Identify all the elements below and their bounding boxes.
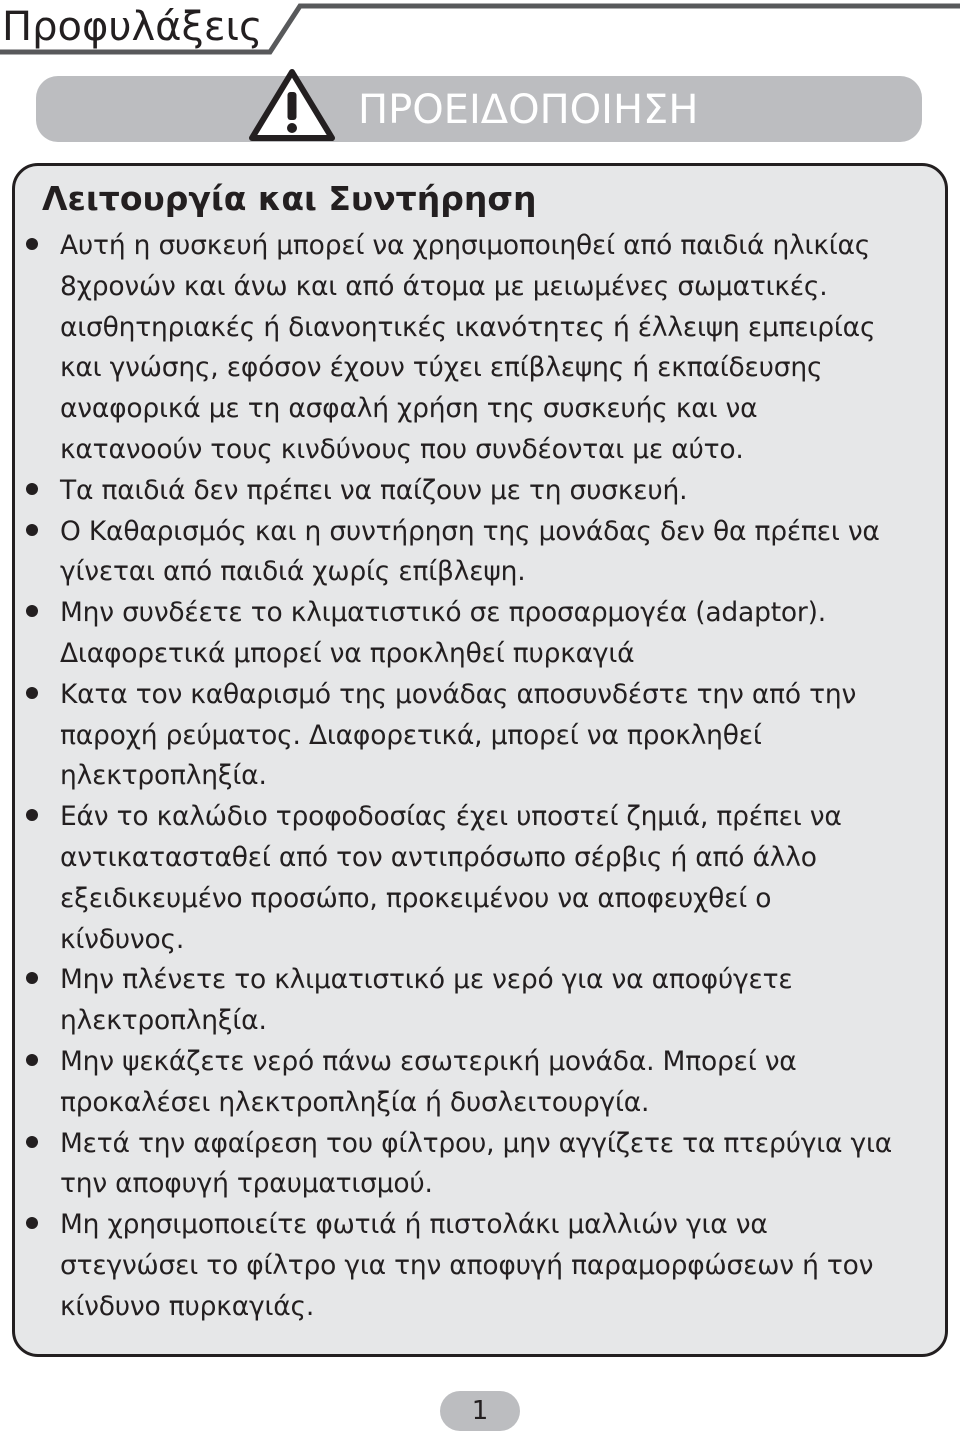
page-number: 1 [440, 1391, 520, 1431]
bullet-icon [26, 1136, 38, 1148]
list-item [60, 593, 940, 675]
list-item [60, 512, 940, 594]
list-item-text: Μη χρησιμοποιείτε φωτιά ή πιστολάκι μαλλιών για να στεγνώσει το φίλτρο για την αποφυγή παραμορφώσεων ή τον κίνδυνο πυρκαγιάς. [60, 1209, 874, 1322]
bullet-icon [26, 1054, 38, 1066]
bullet-icon [26, 687, 38, 699]
list-item-text: Μην συνδέετε το κλιματιστικό σε προσαρμογέα (adaptor). Διαφορετικά μπορεί να προκληθεί πυρκαγιά [60, 597, 826, 669]
list-item [60, 1124, 940, 1206]
list-item [60, 675, 940, 797]
warning-triangle-icon [248, 68, 336, 142]
precautions-list [60, 226, 940, 1328]
bullet-icon [26, 483, 38, 495]
list-item-text: Ο Καθαρισμός και η συντήρηση της μονάδας δεν θα πρέπει να γίνεται από παιδιά χωρίς επίβλεψη. [60, 515, 880, 588]
list-item [60, 1205, 940, 1327]
list-item-text: Μετά την αφαίρεση του φίλτρου, μην αγγίζετε τα πτερύγια για την αποφυγή τραυματισμού. [60, 1127, 892, 1200]
list-item-text: Μην πλένετε το κλιματιστικό με νερό για να αποφύγετε ηλεκτροπληξία. [60, 964, 793, 1037]
list-item-text: Τα παιδιά δεν πρέπει να παίζουν με τη συσκευή. [60, 474, 688, 506]
bullet-icon [26, 238, 38, 250]
page-title: Προφυλάξεις [2, 4, 263, 50]
list-item [60, 471, 940, 512]
section-heading: Λειτουργία και Συντήρηση [42, 179, 537, 218]
list-item [60, 226, 940, 471]
list-item [60, 797, 940, 960]
list-item [60, 960, 940, 1042]
warning-label: ΠΡΟΕΙΔΟΠΟΙΗΣΗ [358, 87, 699, 133]
bullet-icon [26, 524, 38, 536]
list-item [60, 1042, 940, 1124]
list-item-text: Αυτή η συσκευή μπορεί να χρησιμοποιηθεί από παιδιά ηλικίας 8χρονών και άνω και από άτομα με μειωμένες σωματικές. αισθητηριακές ή διανοητικές ικανότητες ή έλλειψη εμπειρίας και γνώσης, εφόσον έχουν τύχει επίβλεψης ή εκπαίδευσης αναφορικά με τη ασφαλή χρήση της συσκευής και να κατανοούν τους κινδύνους που συνδέονται με αύτο. [60, 230, 876, 465]
list-item-text: Μην ψεκάζετε νερό πάνω εσωτερική μονάδα. Μπορεί να προκαλέσει ηλεκτροπληξία ή δυσλειτουργία. [60, 1045, 797, 1118]
list-item-text: Εάν το καλώδιο τροφοδοσίας έχει υποστεί ζημιά, πρέπει να αντικατασταθεί από τον αντιπρόσωπο σέρβις ή από άλλο εξειδικευμένο προσώπο, προκειμένου να αποφευχθεί ο κίνδυνος. [60, 801, 842, 955]
list-item-text: Κατα τον καθαρισμό της μονάδας αποσυνδέστε την από την παροχή ρεύματος. Διαφορετικά, μπορεί να προκληθεί ηλεκτροπληξία. [60, 678, 857, 792]
